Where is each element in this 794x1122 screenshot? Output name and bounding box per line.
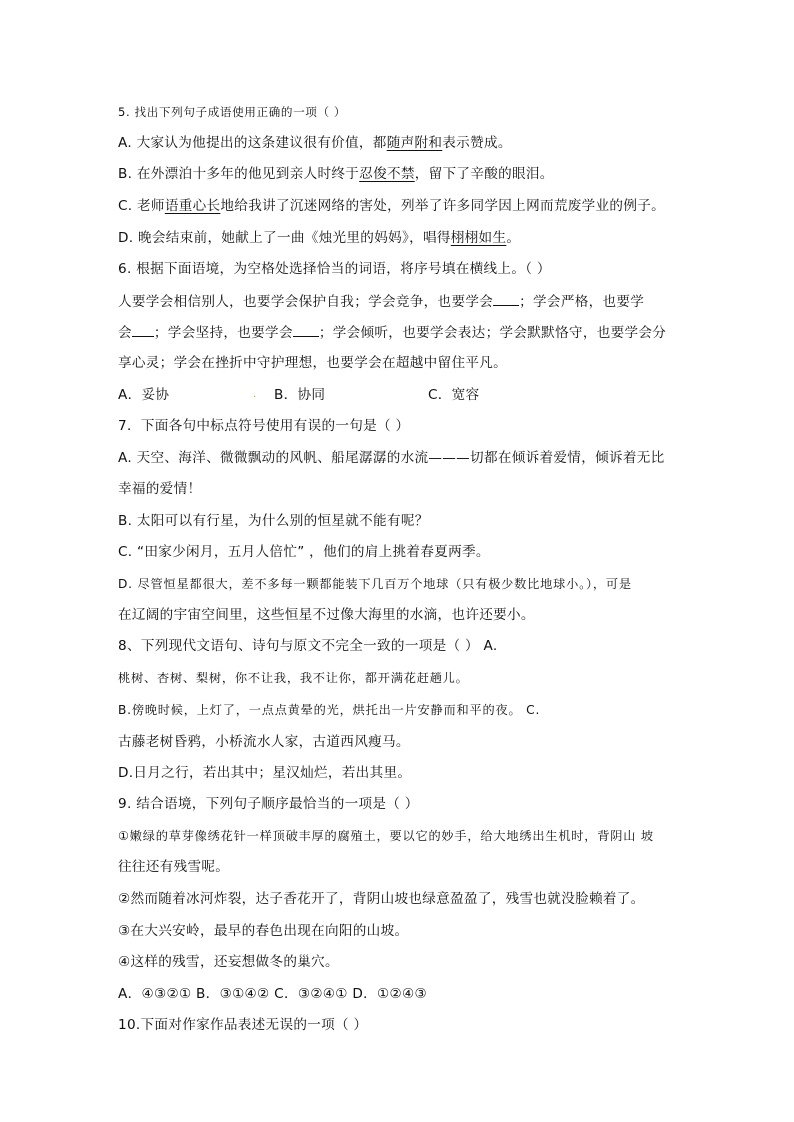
q5-a-idiom: 随声附和 — [386, 135, 443, 151]
q7-option-c: C. “田家少闲月，五月人倍忙” ，他们的肩上挑着春夏两季。 — [118, 544, 490, 560]
q6-blank-1[interactable] — [493, 292, 519, 306]
q10-stem: 10.下面对作家作品表述无误的一项（ ） — [118, 1017, 368, 1033]
q6-context-line-3: 享心灵；学会在挫折中守护理想，也要学会在超越中留住平凡。 — [118, 355, 508, 371]
q9-sentence-4: ④这样的残雪，还妄想做冬的巢穴。 — [118, 954, 339, 970]
q6-context-line-2: 会 ；学会坚持，也要学会 ；学会倾听，也要学会表达；学会默默恪守，也要学会分 — [118, 325, 667, 341]
q9-sentence-1-line-2: 往往还有残雪呢。 — [118, 859, 230, 875]
q8-option-d: D.日月之行，若出其中；星汉灿烂，若出其里。 — [118, 765, 412, 781]
q6-context-line-1: 人要学会相信别人，也要学会保护自我；学会竞争，也要学会 ；学会严格，也要学 — [118, 294, 645, 310]
q7-option-d-line-2: 在辽阔的宇宙空间里，这些恒星不过像大海里的水滴，也许还要小。 — [118, 607, 535, 623]
q6-stray-dot: . — [253, 389, 257, 400]
q6-blank-2[interactable] — [132, 323, 154, 337]
q5-d-idiom: 栩栩如生 — [450, 230, 507, 246]
q9-options: A．④③②① B．③①④② C．③②④① D．①②④③ — [118, 986, 428, 1002]
q9-sentence-2: ②然而随着冰河炸裂，达子香花开了，背阴山坡也绿意盈盈了，残雪也就没脸赖着了。 — [118, 891, 645, 907]
q6-option-b: B．协同 — [274, 387, 326, 403]
q5-stem: 5. 找出下列句子成语使用正确的一项（ ） — [118, 105, 347, 119]
q5-option-a: A. 大家认为他提出的这条建议很有价值，都随声附和表示赞成。 — [118, 135, 512, 151]
q6-blank-3[interactable] — [293, 323, 319, 337]
q9-stem: 9. 结合语境，下列句子顺序最恰当的一项是（ ） — [118, 796, 419, 812]
q6-option-a: A．妥协 — [118, 387, 170, 403]
q5-option-c: C. 老师语重心长地给我讲了沉迷网络的害处，列举了许多同学因上网而荒废学业的例子。 — [118, 198, 666, 214]
q8-stem: 8、下列现代文语句、诗句与原文不完全一致的一项是（ ） A. — [118, 638, 498, 654]
q8-option-b: B.傍晚时候，上灯了，一点点黄晕的光，烘托出一片安静而和平的夜。 C. — [118, 703, 541, 717]
q5-option-b: B. 在外漂泊十多年的他见到亲人时终于忍俊不禁，留下了辛酸的眼泪。 — [118, 166, 554, 182]
q6-stem: 6. 根据下面语境，为空格处选择恰当的词语，将序号填在横线上。（ ） — [118, 261, 551, 277]
q7-option-b: B. 太阳可以有行星，为什么别的恒星就不能有呢？ — [118, 513, 429, 529]
q8-option-a: 桃树、杏树、梨树，你不让我，我不让你，都开满花赶趟儿。 — [118, 671, 469, 685]
q9-sentence-3: ③在大兴安岭，最早的春色出现在向阳的山坡。 — [118, 923, 409, 939]
q7-option-d-line-1: D. 尽管恒星都很大，差不多每一颗都能装下几百万个地球（只有极少数比地球小。），可是 — [118, 577, 632, 591]
q5-b-idiom: 忍俊不禁 — [359, 166, 415, 182]
q7-stem: 7．下面各句中标点符号使用有误的一句是（ ） — [118, 418, 410, 434]
q5-c-idiom: 语重心长 — [164, 198, 221, 214]
q6-option-c: C．宽容 — [428, 387, 480, 403]
q7-option-a-line-2: 幸福的爱情！ — [118, 481, 202, 497]
q9-sentence-1-line-1: ①嫩绿的草芽像绣花针一样顶破丰厚的腐殖土，要以它的妙手，给大地绣出生机时，背阴山 坡 — [118, 829, 654, 843]
q5-option-d: D. 晚会结束前，她献上了一曲《烛光里的妈妈》，唱得栩栩如生。 — [118, 230, 521, 246]
q8-option-c: 古藤老树昏鸦，小桥流水人家，古道西风瘦马。 — [118, 734, 410, 750]
q7-option-a-line-1: A. 天空、海洋、微微飘动的风帆、船尾潺潺的水流———切都在倾诉着爱情，倾诉着无比 — [118, 450, 665, 466]
